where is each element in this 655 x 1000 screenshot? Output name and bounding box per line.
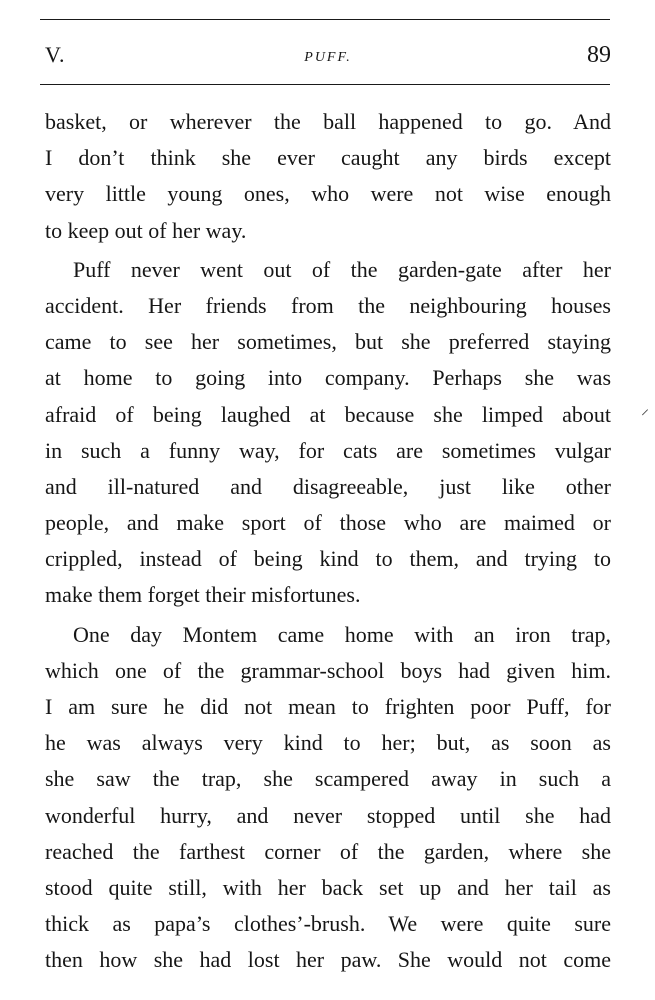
body-text [45, 104, 611, 979]
chapter-number: V. [45, 42, 66, 67]
text-line: to keep out of her way. [45, 217, 247, 243]
text-line: then how she had lost her paw. She would not come [45, 947, 611, 973]
text-line: and ill-natured and disagreeable, just like other [45, 473, 611, 499]
page-number: 89 [587, 42, 611, 68]
paragraph [45, 617, 611, 979]
text-line: basket, or wherever the ball happened to go. And [45, 109, 611, 134]
text-line: Puff never went out of the garden-gate after her [73, 256, 611, 282]
text-line: in such a funny way, for cats are sometimes vulgar [45, 437, 611, 463]
header-top-rule [40, 19, 610, 20]
text-line: make them forget their misfortunes. [45, 582, 361, 608]
margin-mark: ⸝ [640, 401, 649, 418]
text-line: thick as papa’s clothes’-brush. We were quite sure [45, 911, 611, 937]
text-line: accident. Her friends from the neighbouring houses [45, 292, 611, 318]
text-line: crippled, instead of being kind to them, and trying to [45, 546, 611, 572]
paragraph [45, 252, 611, 614]
text-line: wonderful hurry, and never stopped until she had [45, 802, 611, 828]
text-line: he was always very kind to her; but, as soon as [45, 730, 611, 756]
text-line: stood quite still, with her back set up and her tail as [45, 874, 611, 900]
text-line: One day Montem came home with an iron trap, [73, 621, 611, 647]
text-line: which one of the grammar-school boys had given him. [45, 657, 611, 683]
text-line: I am sure he did not mean to frighten poor Puff, for [45, 694, 611, 719]
text-line: reached the farthest corner of the garden, where she [45, 838, 611, 864]
paragraph [45, 104, 611, 249]
text-line: I don’t think she ever caught any birds except [45, 145, 611, 171]
text-line: people, and make sport of those who are maimed or [45, 510, 611, 536]
text-line: very little young ones, who were not wise enough [45, 181, 611, 207]
text-line: afraid of being laughed at because she limped about [45, 401, 611, 427]
header-bottom-rule [40, 84, 610, 85]
text-line: came to see her sometimes, but she preferred staying [45, 329, 611, 355]
text-line: at home to going into company. Perhaps she was [45, 365, 611, 391]
running-title: PUFF. [304, 50, 352, 65]
running-header [45, 42, 611, 74]
text-line: she saw the trap, she scampered away in such a [45, 766, 611, 792]
